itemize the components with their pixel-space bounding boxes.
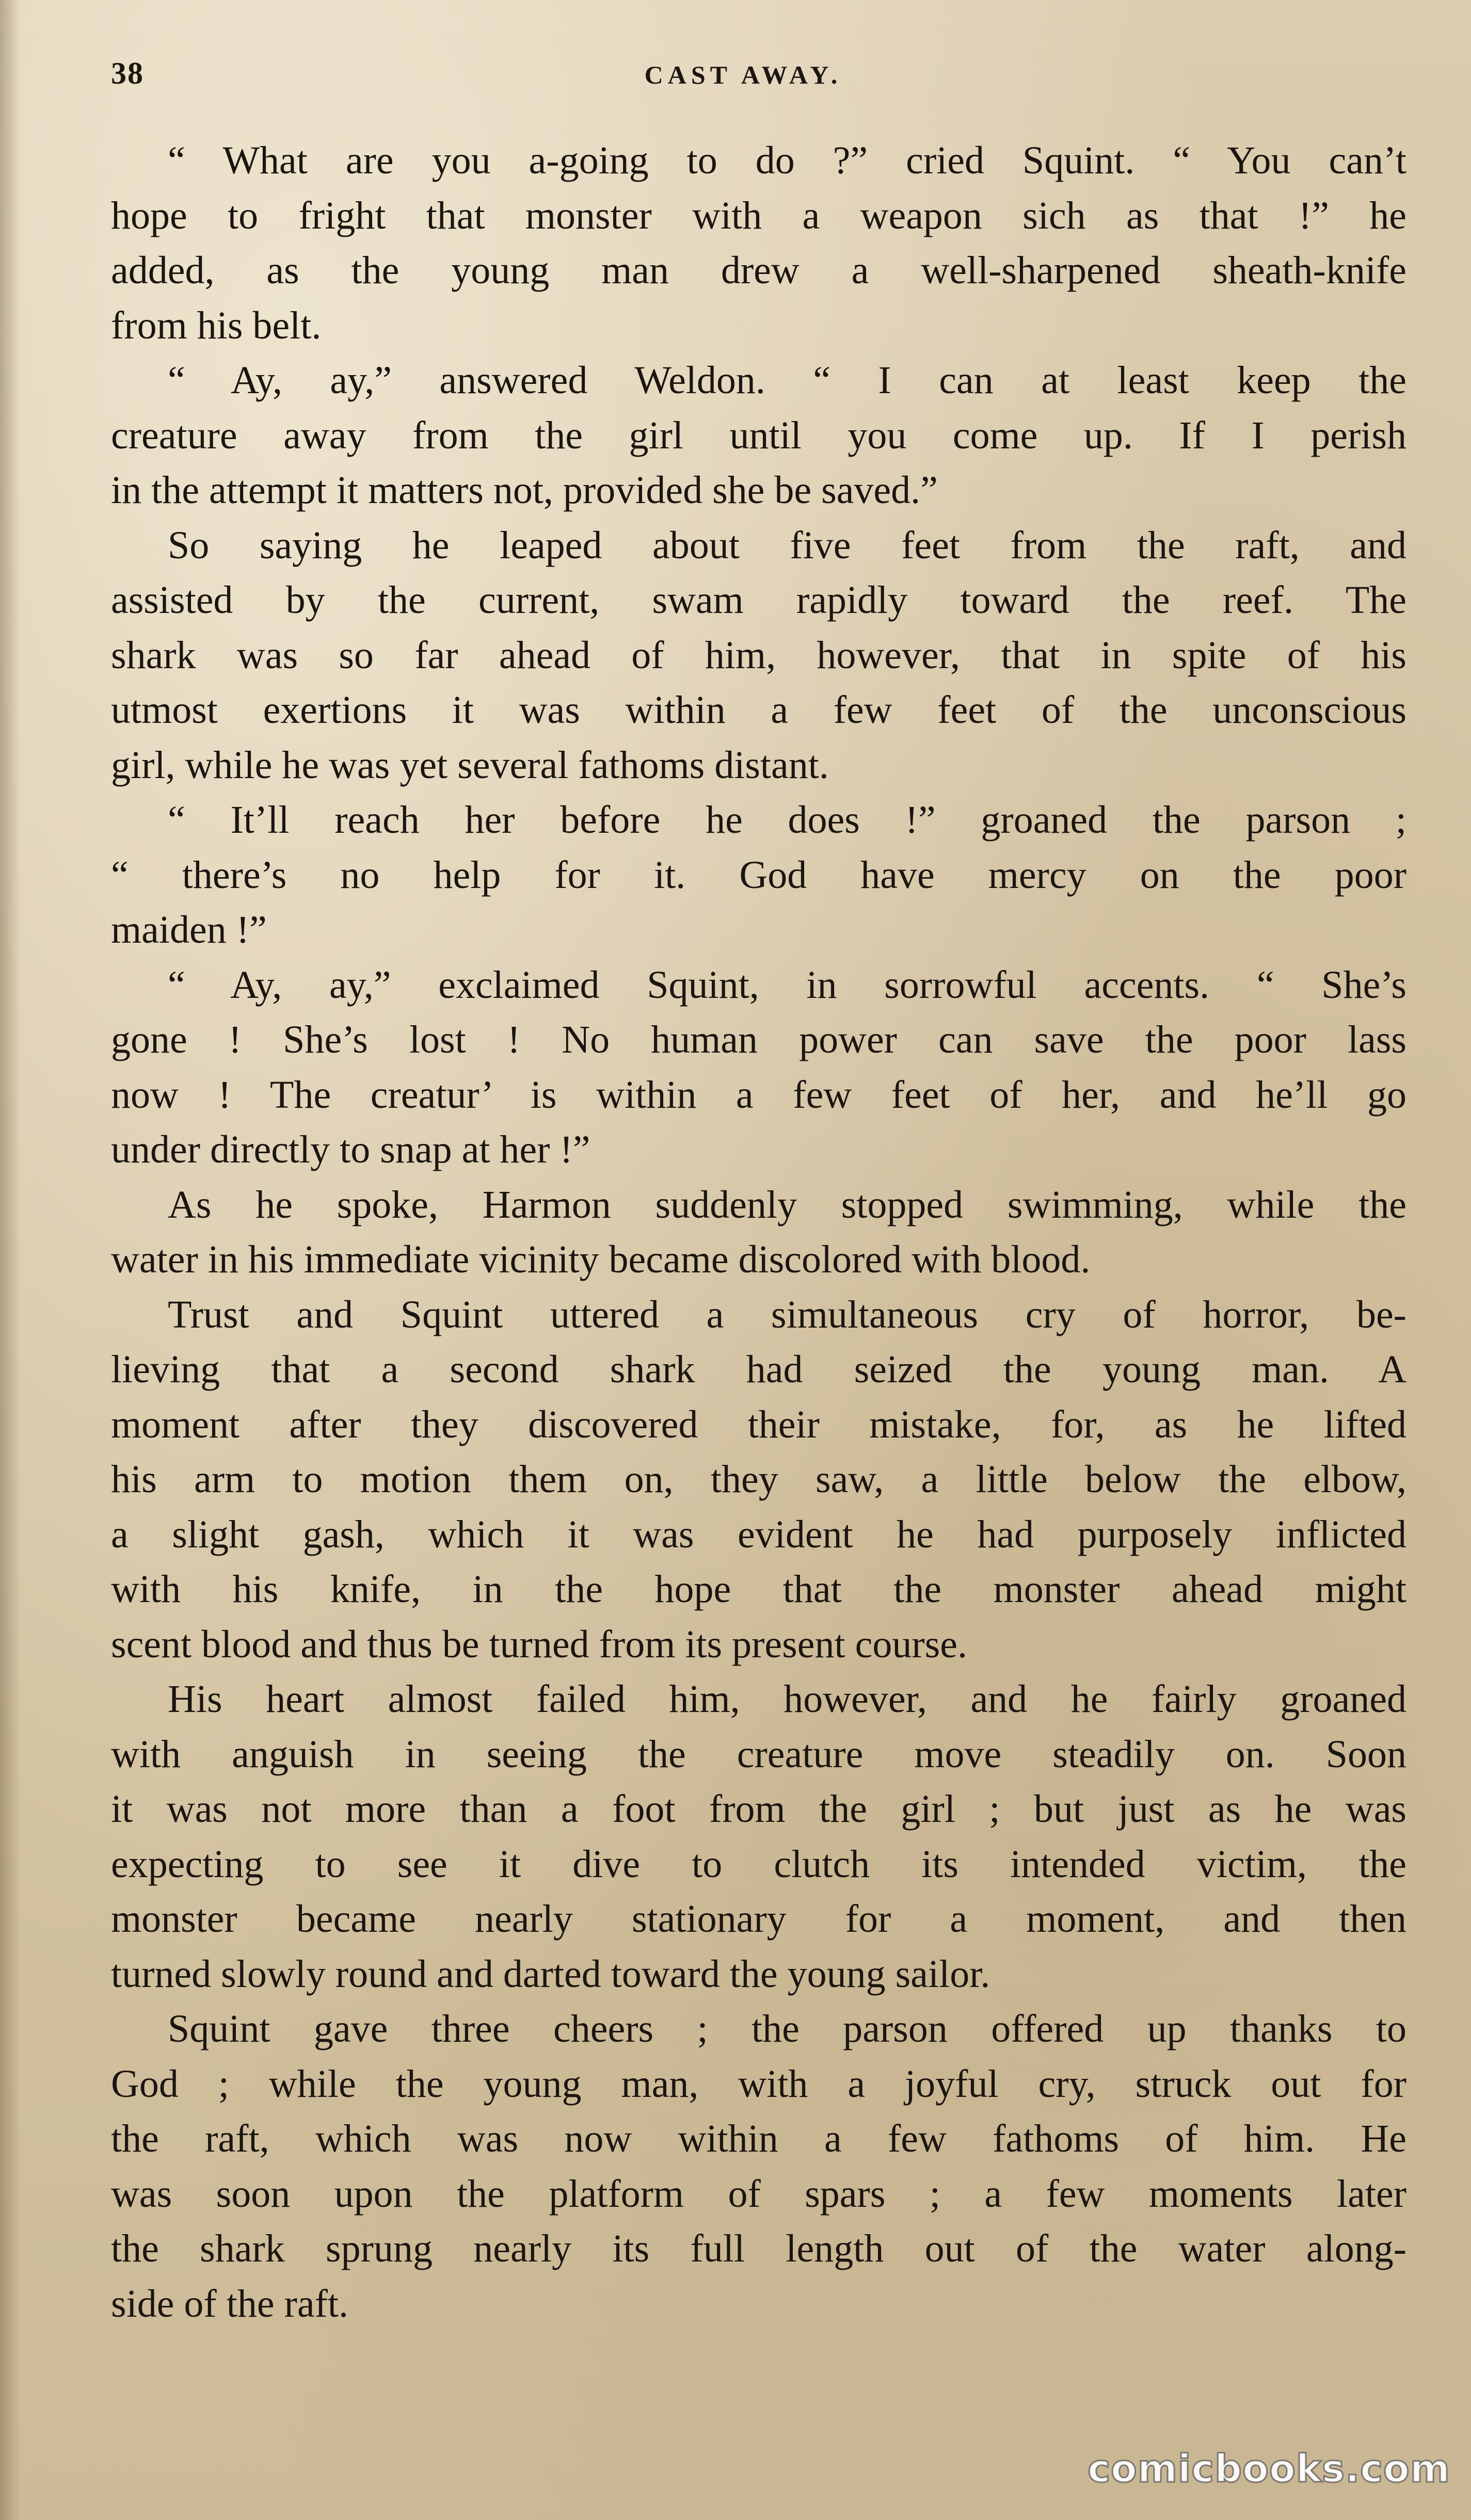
text-line: in the attempt it matters not, provided she be saved.”: [111, 469, 938, 512]
page-gutter-shadow: [0, 0, 21, 2520]
body-text: [111, 133, 1406, 2331]
text-line: “ What are you a-going to do ?” cried Squint. “ You can’t: [168, 139, 1406, 182]
text-line: the shark sprung nearly its full length out of the water along-: [111, 2227, 1406, 2270]
text-line: turned slowly round and darted toward the young sailor.: [111, 1952, 990, 1996]
text-line: maiden !”: [111, 908, 267, 951]
text-line: assisted by the current, swam rapidly toward the reef. The: [111, 578, 1406, 622]
text-line: gone ! She’s lost ! No human power can save the poor lass: [111, 1018, 1406, 1061]
text-line: Squint gave three cheers ; the parson offered up thanks to: [168, 2007, 1406, 2050]
text-line: His heart almost failed him, however, and he fairly groaned: [168, 1677, 1406, 1721]
text-line: “ Ay, ay,” exclaimed Squint, in sorrowful accents. “ She’s: [168, 963, 1406, 1007]
text-line: hope to fright that monster with a weapon sich as that !” he: [111, 193, 1406, 237]
text-line: girl, while he was yet several fathoms distant.: [111, 743, 829, 787]
text-line: creature away from the girl until you come up. If I perish: [111, 413, 1406, 457]
text-line: So saying he leaped about five feet from the raft, and: [168, 523, 1406, 567]
text-line: side of the raft.: [111, 2282, 349, 2325]
watermark: [1079, 2441, 1450, 2497]
text-line: a slight gash, which it was evident he had purposely inflicted: [111, 1512, 1406, 1556]
text-line: shark was so far ahead of him, however, that in spite of his: [111, 633, 1406, 677]
text-line: the raft, which was now within a few fathoms of him. He: [111, 2117, 1406, 2160]
text-line: water in his immediate vicinity became discolored with blood.: [111, 1238, 1091, 1281]
text-line: moment after they discovered their mistake, for, as he lifted: [111, 1402, 1406, 1446]
text-line: it was not more than a foot from the girl ; but just as he was: [111, 1787, 1406, 1831]
text-line: God ; while the young man, with a joyful cry, struck out for: [111, 2062, 1406, 2106]
text-line: was soon upon the platform of spars ; a few moments later: [111, 2172, 1406, 2216]
text-line: utmost exertions it was within a few feet of the unconscious: [111, 688, 1406, 732]
text-line: “ there’s no help for it. God have mercy on the poor: [111, 853, 1406, 897]
text-line: “ It’ll reach her before he does !” groaned the parson ;: [168, 798, 1406, 842]
text-line: his arm to motion them on, they saw, a little below the elbow,: [111, 1458, 1406, 1501]
watermark-text: comicbooks.com: [1088, 2447, 1450, 2491]
running-head: CAST AWAY.: [644, 60, 842, 89]
text-line: As he spoke, Harmon suddenly stopped swimming, while the: [168, 1183, 1406, 1226]
text-line: monster became nearly stationary for a moment, and then: [111, 1897, 1406, 1941]
page-number: 38: [111, 56, 144, 90]
text-line: Trust and Squint uttered a simultaneous cry of horror, be-: [168, 1293, 1406, 1336]
text-line: now ! The creatur’ is within a few feet of her, and he’ll go: [111, 1073, 1406, 1117]
text-line: under directly to snap at her !”: [111, 1128, 590, 1171]
text-line: “ Ay, ay,” answered Weldon. “ I can at least keep the: [168, 359, 1406, 402]
text-line: from his belt.: [111, 303, 322, 347]
text-line: with anguish in seeing the creature move steadily on. Soon: [111, 1732, 1406, 1776]
text-line: lieving that a second shark had seized the young man. A: [111, 1348, 1406, 1391]
text-line: scent blood and thus be turned from its present course.: [111, 1622, 967, 1666]
page-header: [111, 56, 1376, 92]
text-line: expecting to see it dive to clutch its intended victim, the: [111, 1842, 1406, 1886]
text-line: with his knife, in the hope that the monster ahead might: [111, 1568, 1406, 1611]
text-line: added, as the young man drew a well-sharpened sheath-knife: [111, 249, 1406, 292]
